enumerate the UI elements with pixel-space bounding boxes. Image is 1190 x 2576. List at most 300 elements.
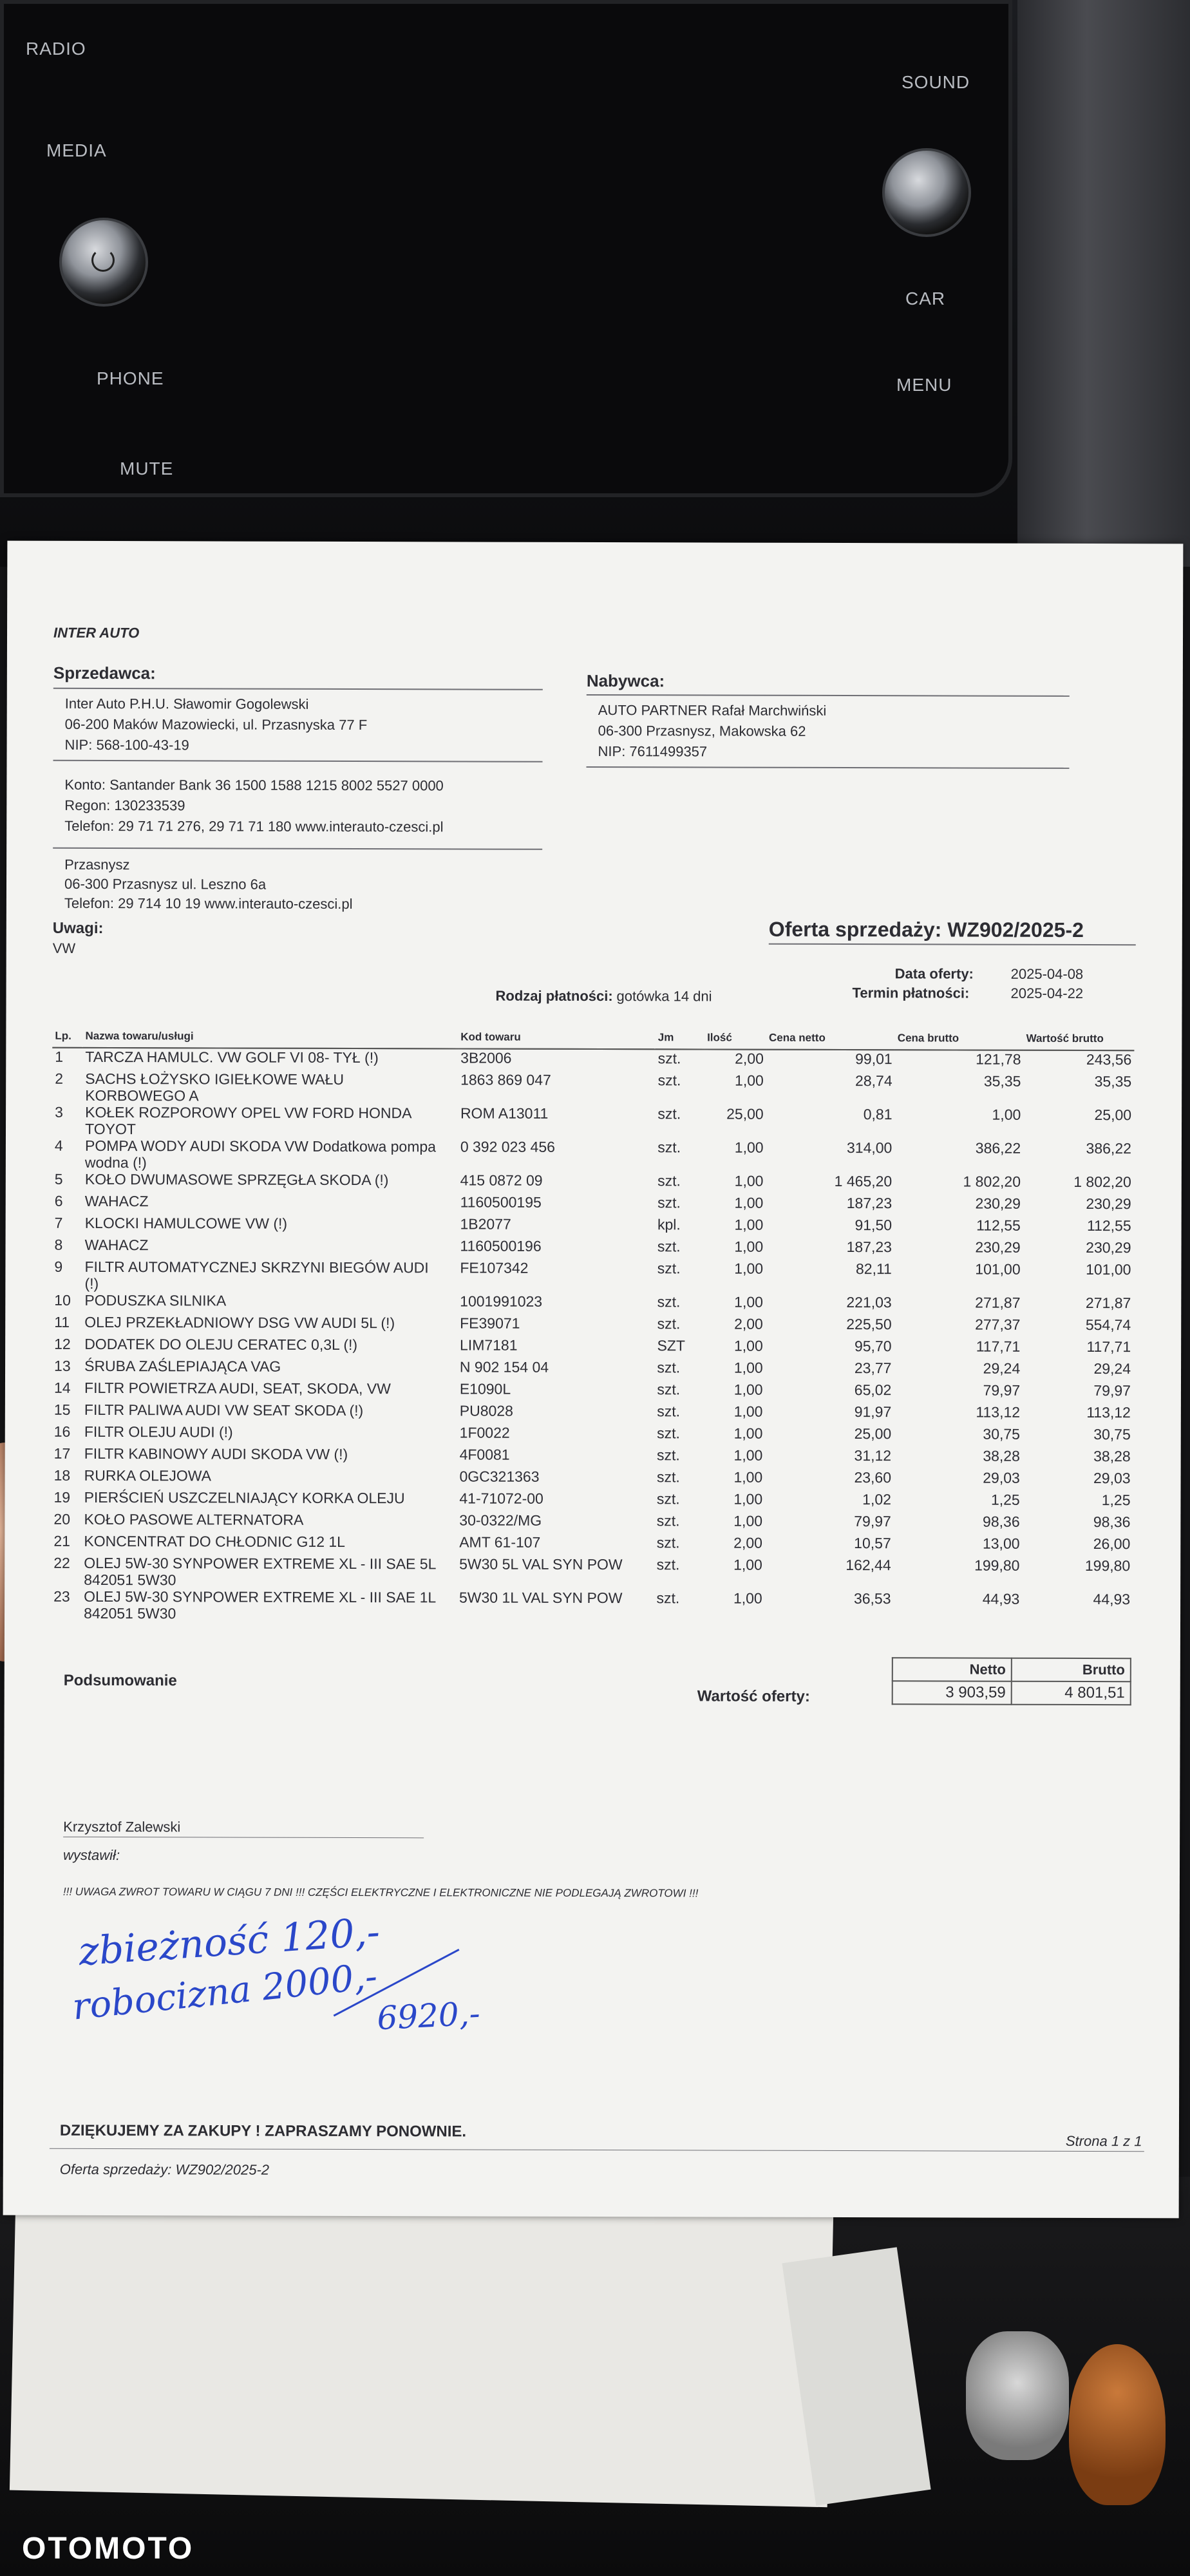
item-net-price-text: 25,00 <box>854 1425 892 1443</box>
offer-date: 2025-04-08 <box>1010 965 1084 982</box>
table-row <box>51 1511 1133 1535</box>
media-label: MEDIA <box>46 140 107 160</box>
item-code <box>457 1237 655 1260</box>
item-gross-value <box>1023 1195 1134 1217</box>
item-net-price-text: 95,70 <box>854 1338 892 1355</box>
item-unit-text: szt. <box>657 1050 681 1067</box>
item-code-text: 0 392 023 456 <box>460 1138 555 1155</box>
item-gross-value <box>1023 1470 1133 1492</box>
item-quantity-text: 1,00 <box>733 1337 763 1354</box>
item-unit-text: szt. <box>657 1381 681 1398</box>
item-gross-price <box>894 1106 1023 1140</box>
item-quantity-text: 1,00 <box>734 1216 764 1233</box>
item-name-continued: KORBOWEGO A <box>85 1086 199 1104</box>
item-name-text: ŚRUBA ZAŚLEPIAJĄCA VAG <box>84 1357 281 1375</box>
item-net-price <box>766 1238 894 1261</box>
item-code-text: 1863 869 047 <box>460 1071 551 1088</box>
seller-phone: Telefon: 29 71 71 276, 29 71 71 180 www.interauto-czesci.pl <box>64 817 444 835</box>
power-icon <box>91 249 115 272</box>
invoice-document <box>3 541 1184 2219</box>
item-name <box>82 1070 458 1105</box>
item-name <box>82 1215 458 1238</box>
item-unit <box>655 1315 704 1337</box>
item-lp-text: 14 <box>53 1379 71 1396</box>
item-quantity <box>704 1105 766 1139</box>
item-name <box>82 1336 457 1359</box>
item-lp <box>52 1258 82 1292</box>
item-lp <box>52 1336 82 1358</box>
item-net-price-text: 10,57 <box>854 1535 891 1552</box>
item-lp <box>52 1445 82 1467</box>
item-gross-price-text: 38,28 <box>983 1447 1020 1464</box>
item-gross-value-text: 117,71 <box>1086 1338 1131 1356</box>
item-net-price-text: 31,12 <box>854 1447 892 1464</box>
item-name-text: FILTR POWIETRZA AUDI, SEAT, SKODA, VW <box>84 1379 391 1397</box>
due-date-label: Termin płatności: <box>852 985 970 1001</box>
item-gross-value <box>1023 1513 1133 1535</box>
item-name-text: KOŁEK ROZPOROWY OPEL VW FORD HONDA <box>85 1103 412 1122</box>
item-net-price <box>766 1260 894 1294</box>
item-gross-value-text: 44,93 <box>1093 1591 1131 1608</box>
item-quantity <box>704 1260 766 1293</box>
item-gross-price <box>894 1403 1023 1426</box>
item-name <box>82 1236 458 1260</box>
divider <box>586 766 1069 769</box>
col-unit: Jm <box>656 1027 704 1049</box>
item-net-price <box>766 1316 894 1338</box>
col-lp: Lp. <box>52 1025 82 1048</box>
item-gross-value <box>1023 1173 1134 1195</box>
divider <box>53 688 543 690</box>
radio-label: RADIO <box>26 39 86 59</box>
item-net-price-text: 91,97 <box>854 1403 892 1421</box>
item-gross-price-text: 121,78 <box>976 1050 1021 1068</box>
item-lp <box>52 1292 82 1314</box>
item-code-text: 1B2077 <box>460 1215 511 1233</box>
item-lp <box>52 1215 82 1236</box>
item-name <box>81 1588 457 1623</box>
item-lp-text: 19 <box>53 1488 71 1506</box>
item-gross-price <box>894 1195 1023 1217</box>
item-net-price-text: 36,53 <box>853 1590 891 1607</box>
item-code <box>458 1104 656 1139</box>
item-lp <box>52 1104 82 1137</box>
item-quantity-text: 1,00 <box>733 1468 763 1486</box>
item-code <box>457 1424 655 1446</box>
item-gross-price <box>894 1469 1023 1492</box>
item-net-price <box>765 1425 894 1448</box>
item-name-text: TARCZA HAMULC. VW GOLF VI 08- TYŁ (!) <box>85 1048 379 1066</box>
item-lp-text: 22 <box>53 1554 70 1571</box>
item-unit <box>654 1403 703 1425</box>
item-net-price <box>766 1217 894 1239</box>
offer-date-label: Data oferty: <box>894 965 974 982</box>
item-name <box>82 1258 457 1293</box>
item-gross-value <box>1023 1338 1133 1360</box>
item-net-price <box>765 1535 894 1557</box>
item-gross-price <box>894 1535 1023 1557</box>
item-net-price <box>765 1447 894 1470</box>
item-code <box>458 1138 656 1172</box>
item-name-text: DODATEK DO OLEJU CERATEC 0,3L (!) <box>84 1335 358 1354</box>
item-unit-text: szt. <box>657 1425 680 1442</box>
item-gross-value <box>1023 1426 1133 1448</box>
item-unit-text: szt. <box>657 1359 681 1376</box>
totals-brutto-header: Brutto <box>1012 1658 1131 1681</box>
buyer-nip: NIP: 7611499357 <box>598 743 708 760</box>
item-quantity <box>704 1381 766 1403</box>
item-gross-value-text: 243,56 <box>1086 1051 1132 1068</box>
table-row <box>52 1236 1133 1261</box>
divider <box>53 848 542 850</box>
item-net-price-text: 314,00 <box>846 1139 892 1157</box>
item-name <box>82 1489 457 1512</box>
item-unit <box>655 1072 704 1105</box>
item-lp <box>52 1236 82 1258</box>
due-date: 2025-04-22 <box>1010 985 1084 1001</box>
item-net-price-text: 91,50 <box>855 1217 892 1234</box>
item-lp-text: 21 <box>53 1532 70 1549</box>
item-code <box>457 1468 654 1490</box>
item-quantity <box>704 1337 766 1359</box>
item-lp <box>52 1379 82 1401</box>
page-number: Strona 1 z 1 <box>1065 2132 1142 2150</box>
item-gross-price-text: 113,12 <box>976 1403 1021 1421</box>
branch-city: Przasnysz <box>64 856 130 873</box>
item-net-price <box>765 1513 894 1535</box>
item-gross-price <box>894 1316 1023 1338</box>
table-row <box>52 1467 1133 1492</box>
item-gross-price <box>894 1238 1023 1261</box>
item-name <box>82 1137 458 1172</box>
item-quantity-text: 1,00 <box>735 1072 764 1089</box>
item-unit-text: szt. <box>656 1589 680 1607</box>
item-gross-price-text: 1,25 <box>990 1491 1020 1508</box>
issued-label: wystawił: <box>63 1846 120 1864</box>
item-lp-text: 23 <box>53 1587 70 1605</box>
item-unit <box>655 1238 704 1260</box>
item-lp-text: 16 <box>53 1423 71 1440</box>
item-net-price <box>766 1359 894 1382</box>
item-lp <box>51 1511 81 1533</box>
item-unit <box>656 1049 704 1072</box>
item-gross-value <box>1023 1492 1133 1513</box>
table-row <box>52 1258 1133 1294</box>
toy-figure <box>1069 2344 1166 2505</box>
item-unit-text: szt. <box>657 1403 681 1420</box>
item-quantity <box>703 1534 765 1556</box>
table-row <box>52 1070 1134 1106</box>
return-notice: !!! UWAGA ZWROT TOWARU W CIĄGU 7 DNI !!! CZĘŚCI ELEKTRYCZNE I ELEKTRONICZNE NIE PODLEGAJĄ ZWROTOWI !!! <box>62 1885 699 1900</box>
item-unit-text: szt. <box>657 1139 681 1156</box>
item-gross-value <box>1023 1239 1134 1261</box>
item-gross-value <box>1022 1535 1133 1557</box>
item-code <box>457 1490 654 1512</box>
item-quantity-text: 1,00 <box>734 1260 764 1277</box>
second-document <box>10 2168 834 2507</box>
item-code <box>457 1336 655 1359</box>
item-lp <box>51 1555 81 1588</box>
seller-regon: Regon: 130233539 <box>64 797 185 814</box>
buyer-name: AUTO PARTNER Rafał Marchwiński <box>598 702 827 719</box>
item-net-price <box>766 1338 894 1360</box>
item-gross-price-text: 230,29 <box>975 1195 1021 1212</box>
item-gross-price <box>894 1294 1023 1316</box>
phone-label: PHONE <box>97 368 164 388</box>
item-code <box>457 1555 654 1589</box>
item-quantity-text: 1,00 <box>734 1172 764 1189</box>
item-gross-value-text: 113,12 <box>1086 1404 1131 1421</box>
item-name-text: FILTR OLEJU AUDI (!) <box>84 1423 233 1441</box>
item-gross-price-text: 117,71 <box>976 1338 1021 1355</box>
item-gross-value <box>1023 1360 1133 1382</box>
item-net-price <box>766 1139 894 1173</box>
seller-bank: Konto: Santander Bank 36 1500 1588 1215 8002 5527 0000 <box>64 776 444 794</box>
seller-nip: NIP: 568-100-43-19 <box>64 736 189 753</box>
item-code-text: FE107342 <box>460 1259 529 1276</box>
item-quantity <box>704 1216 766 1238</box>
otomoto-watermark: OTOMOTO <box>22 2532 194 2566</box>
item-name-continued: TOYOT <box>85 1120 136 1138</box>
table-row <box>52 1445 1133 1470</box>
item-quantity <box>703 1556 765 1589</box>
item-quantity-text: 2,00 <box>733 1534 762 1551</box>
item-gross-price-text: 35,35 <box>983 1072 1021 1090</box>
item-net-price <box>766 1050 895 1073</box>
table-row <box>51 1533 1133 1557</box>
item-unit-text: szt. <box>657 1105 681 1122</box>
item-unit <box>654 1359 703 1381</box>
item-unit <box>654 1381 703 1403</box>
table-row <box>52 1137 1134 1173</box>
item-name-text: WAHACZ <box>84 1192 149 1210</box>
item-code-text: 30-0322/MG <box>459 1511 542 1529</box>
item-gross-value-text: 30,75 <box>1093 1426 1131 1443</box>
item-code-text: 415 0872 09 <box>460 1171 543 1189</box>
item-code-text: 4F0081 <box>459 1446 510 1463</box>
item-unit-text: szt. <box>657 1238 681 1255</box>
item-net-price <box>765 1469 894 1492</box>
menu-label: MENU <box>896 375 952 395</box>
item-quantity-text: 1,00 <box>733 1425 763 1442</box>
item-quantity <box>704 1359 766 1381</box>
item-gross-value <box>1023 1106 1134 1140</box>
item-net-price-text: 225,50 <box>846 1316 892 1333</box>
table-row <box>52 1048 1134 1073</box>
item-unit <box>654 1512 703 1534</box>
seller-name: Inter Auto P.H.U. Sławomir Gogolewski <box>64 695 309 712</box>
item-gross-value <box>1023 1382 1133 1404</box>
item-code-text: FE39071 <box>460 1314 520 1332</box>
item-code-text: 5W30 1L VAL SYN POW <box>458 1589 623 1607</box>
item-lp-text: 3 <box>55 1103 63 1121</box>
item-name-continued: wodna (!) <box>84 1153 147 1171</box>
sound-label: SOUND <box>902 72 970 92</box>
item-unit <box>654 1589 703 1623</box>
seller-address: 06-200 Maków Mazowiecki, ul. Przasnyska 77 F <box>64 715 368 734</box>
payment-label: Rodzaj płatności: <box>495 987 613 1005</box>
item-unit <box>655 1260 704 1293</box>
offer-title: Oferta sprzedaży: WZ902/2025-2 <box>768 917 1084 942</box>
item-quantity <box>703 1589 765 1623</box>
item-code-text: 0GC321363 <box>459 1468 540 1485</box>
table-row <box>51 1588 1133 1624</box>
item-unit <box>655 1194 704 1216</box>
item-gross-value-text: 101,00 <box>1086 1261 1131 1278</box>
item-name <box>82 1423 457 1446</box>
item-name-text: FILTR AUTOMATYCZNEJ SKRZYNI BIEGÓW AUDI <box>84 1258 429 1276</box>
item-name-text: KOŁO PASOWE ALTERNATORA <box>84 1510 304 1528</box>
signature-line <box>63 1837 424 1838</box>
item-quantity-text: 25,00 <box>726 1105 764 1122</box>
table-row <box>52 1104 1134 1140</box>
item-gross-price <box>894 1338 1023 1360</box>
item-code <box>457 1446 655 1468</box>
item-net-price <box>766 1106 895 1140</box>
item-gross-price <box>894 1359 1023 1382</box>
thanks-message: DZIĘKUJEMY ZA ZAKUPY ! ZAPRASZAMY PONOWNIE. <box>59 2121 467 2141</box>
item-name <box>81 1533 457 1556</box>
item-quantity <box>703 1490 765 1512</box>
item-name <box>82 1358 457 1381</box>
summary-label: Podsumowanie <box>63 1671 177 1690</box>
payment-value: gotówka 14 dni <box>616 988 712 1005</box>
item-lp-text: 12 <box>54 1335 71 1352</box>
item-net-price <box>765 1590 894 1624</box>
item-unit <box>655 1172 704 1194</box>
table-row <box>51 1555 1133 1591</box>
item-gross-price <box>894 1491 1023 1513</box>
item-gross-value <box>1023 1448 1133 1470</box>
item-unit-text: szt. <box>657 1260 681 1277</box>
item-unit-text: szt. <box>656 1512 680 1530</box>
item-quantity <box>704 1403 766 1425</box>
item-gross-value-text: 35,35 <box>1094 1073 1132 1090</box>
item-unit <box>655 1105 704 1139</box>
item-code-text: 1001991023 <box>460 1293 543 1310</box>
item-lp-text: 15 <box>53 1401 71 1418</box>
item-gross-price-text: 112,55 <box>976 1217 1021 1234</box>
item-name-text: OLEJ PRZEKŁADNIOWY DSG VW AUDI 5L (!) <box>84 1313 395 1332</box>
item-net-price-text: 65,02 <box>854 1381 892 1399</box>
item-lp-text: 13 <box>54 1357 71 1374</box>
item-code-text: 5W30 5L VAL SYN POW <box>459 1555 623 1573</box>
item-lp-text: 11 <box>54 1313 70 1331</box>
item-net-price-text: 221,03 <box>846 1294 892 1311</box>
item-code <box>457 1314 655 1337</box>
divider <box>53 760 543 762</box>
item-code <box>457 1259 655 1293</box>
item-gross-value-text: 26,00 <box>1093 1535 1131 1553</box>
item-gross-value <box>1023 1294 1133 1316</box>
item-gross-price-text: 1 802,20 <box>963 1173 1021 1190</box>
item-gross-value-text: 1 802,20 <box>1073 1173 1131 1191</box>
table-row <box>52 1336 1133 1360</box>
item-quantity-text: 1,00 <box>733 1512 763 1530</box>
item-net-price <box>765 1557 894 1591</box>
item-gross-value <box>1023 1261 1134 1294</box>
table-row <box>52 1401 1133 1426</box>
item-quantity <box>704 1172 766 1194</box>
item-name <box>82 1467 457 1490</box>
item-gross-value-text: 98,36 <box>1093 1513 1131 1531</box>
item-lp-text: 10 <box>54 1291 71 1309</box>
item-unit <box>654 1337 703 1359</box>
item-net-price <box>766 1173 894 1195</box>
col-gross-price: Cena brutto <box>895 1027 1024 1050</box>
table-row <box>52 1314 1133 1338</box>
item-lp <box>52 1401 82 1423</box>
item-quantity-text: 1,00 <box>733 1556 762 1573</box>
item-gross-price <box>894 1217 1023 1239</box>
total-label: Wartość oferty: <box>697 1687 810 1705</box>
item-name <box>82 1379 457 1403</box>
item-gross-value-text: 29,24 <box>1093 1360 1131 1378</box>
item-gross-price <box>893 1590 1022 1624</box>
item-code <box>457 1402 655 1425</box>
item-lp-text: 7 <box>54 1214 63 1231</box>
item-quantity <box>703 1512 765 1534</box>
item-unit-text: szt. <box>657 1446 680 1464</box>
item-name <box>82 1048 458 1072</box>
car-label: CAR <box>905 289 946 308</box>
item-lp <box>52 1423 82 1445</box>
item-lp-text: 8 <box>54 1236 63 1253</box>
divider <box>769 943 1136 945</box>
item-name <box>81 1511 457 1534</box>
item-name <box>82 1193 458 1216</box>
item-gross-price <box>894 1260 1023 1294</box>
buyer-address: 06-300 Przasnysz, Makowska 62 <box>598 723 806 739</box>
item-lp-text: 9 <box>54 1258 63 1275</box>
totals-netto-header: Netto <box>892 1658 1012 1681</box>
item-gross-value-text: 230,29 <box>1086 1239 1131 1256</box>
item-code-text: PU8028 <box>459 1402 513 1419</box>
divider <box>587 694 1070 697</box>
item-name <box>82 1104 458 1139</box>
table-row <box>52 1358 1133 1382</box>
item-net-price <box>765 1403 894 1426</box>
item-net-price <box>766 1072 895 1106</box>
plush-toy <box>966 2331 1069 2460</box>
item-gross-value <box>1023 1073 1134 1106</box>
item-net-price-text: 187,23 <box>846 1195 892 1212</box>
item-code <box>457 1215 655 1238</box>
item-gross-value-text: 199,80 <box>1084 1557 1131 1575</box>
item-quantity-text: 1,00 <box>733 1589 762 1607</box>
item-gross-value-text: 554,74 <box>1085 1316 1131 1334</box>
item-code <box>458 1048 656 1072</box>
handwritten-labour: robocizna 2000,- <box>70 1955 379 2029</box>
item-gross-value <box>1023 1217 1134 1239</box>
item-gross-price-text: 30,75 <box>983 1425 1021 1443</box>
item-gross-value-text: 29,03 <box>1093 1470 1131 1487</box>
item-quantity <box>704 1139 766 1172</box>
item-lp <box>52 1314 82 1336</box>
col-name: Nazwa towaru/usługi <box>82 1025 458 1049</box>
item-quantity <box>704 1049 766 1072</box>
item-lp <box>51 1588 81 1622</box>
mute-label: MUTE <box>120 459 174 478</box>
item-lp <box>52 1137 82 1171</box>
item-code-text: 1160500196 <box>460 1237 542 1255</box>
remarks-value: VW <box>52 940 76 956</box>
item-name-text: WAHACZ <box>84 1236 149 1254</box>
item-name-continued: 842051 5W30 <box>84 1604 176 1622</box>
table-row <box>52 1379 1133 1404</box>
col-code: Kod towaru <box>458 1026 656 1049</box>
item-unit <box>654 1468 703 1490</box>
